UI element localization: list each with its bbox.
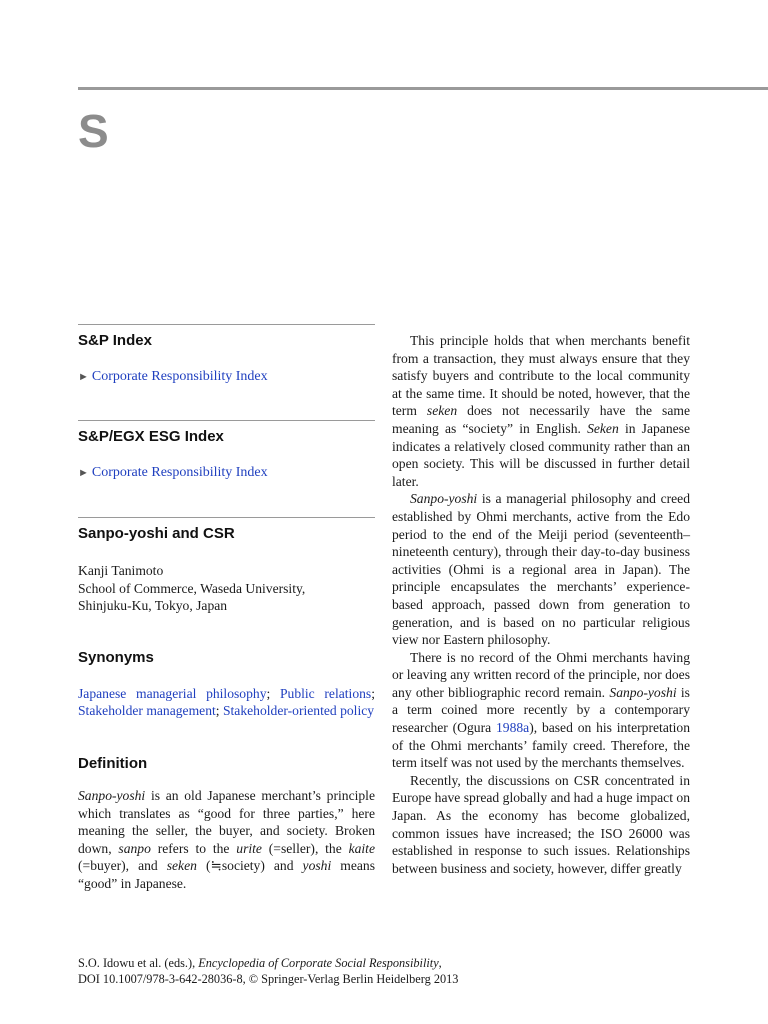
synonym-link[interactable]: Japanese managerial philosophy bbox=[78, 685, 267, 701]
author-block bbox=[78, 562, 375, 615]
synonym-link[interactable]: Stakeholder-oriented policy bbox=[222, 703, 375, 719]
body-paragraph: Recently, the discussions on CSR concentrated in Europe have spread globally and had a huge impact on Japan. As the economy has become globalized, common issues have increased; the ISO 26000 was established in response to such issues. Relationships between business and society, however, differ greatly bbox=[392, 772, 690, 876]
body-paragraph: Sanpo-yoshi is a managerial philosophy and creed established by Ohmi merchants, active from the Edo period to the end of the Meiji period (seventeenth–nineteenth century), through their day-to-day business activities (Ohmi is a regional area in Japan). The principle encapsulates the merchants’ experience-based approach, passed down from generation to generation, and is based on no particular religious view nor Eastern philosophy. bbox=[392, 491, 690, 648]
body-paragraph: This principle holds that when merchants benefit from a transaction, they must always ensure that they satisfy buyers and contribute to the local community at the same time. It should be noted, however, that the term seken does not necessarily have the same meaning as “society” in English. Seken in Japanese indicates a relatively closed community rather than an open society. This will be discussed in further detail later. bbox=[392, 333, 690, 489]
affiliation-line: School of Commerce, Waseda University, bbox=[78, 580, 306, 596]
top-rule bbox=[78, 87, 768, 90]
page-footer bbox=[78, 955, 678, 987]
cross-reference[interactable] bbox=[78, 368, 375, 386]
entry-title-sp-index: S&P Index bbox=[78, 332, 152, 349]
entry-divider bbox=[78, 420, 375, 421]
body-paragraph: There is no record of the Ohmi merchants having or leaving any written record of the principle, nor does any other bibliographic record remain. Sanpo-yoshi is a term coined more recently by a contemporary researcher (Ogura 1988a), based on his interpretation of the Ohmi merchants’ family creed. Therefore, the term itself was not used by the merchants themselves. bbox=[392, 649, 691, 771]
synonyms-heading: Synonyms bbox=[78, 648, 154, 666]
right-column bbox=[392, 332, 690, 877]
synonyms-list: Japanese managerial philosophy; Public relations; Stakeholder management; Stakeholder-oriented policy bbox=[78, 685, 375, 719]
section-letter: S bbox=[78, 105, 109, 157]
see-arrow-icon: ► bbox=[78, 467, 89, 479]
article-title: Sanpo-yoshi and CSR bbox=[78, 525, 235, 542]
left-column bbox=[78, 324, 375, 893]
definition-heading: Definition bbox=[78, 754, 148, 772]
footer-citation: S.O. Idowu et al. (eds.), Encyclopedia of Corporate Social Responsibility, bbox=[78, 956, 442, 970]
footer-doi: DOI 10.1007/978-3-642-28036-8, © Springer-Verlag Berlin Heidelberg 2013 bbox=[78, 972, 459, 986]
author-name: Kanji Tanimoto bbox=[78, 563, 164, 578]
affiliation-line: Shinjuku-Ku, Tokyo, Japan bbox=[78, 598, 228, 614]
xref-link[interactable]: Corporate Responsibility Index bbox=[91, 369, 268, 384]
entry-divider bbox=[78, 517, 375, 518]
citation-link[interactable]: 1988a bbox=[495, 720, 530, 736]
entry-title-egx-index: S&P/EGX ESG Index bbox=[78, 428, 224, 445]
definition-paragraph: Sanpo-yoshi is an old Japanese merchant’s principle which translates as “good for three parties,” here meaning the seller, the buyer, and society. Broken down, sanpo refers to the urite (=seller), the kaite (=buyer), and seken (≒society) and yoshi means “good” in Japanese. bbox=[78, 787, 375, 891]
xref-link[interactable]: Corporate Responsibility Index bbox=[91, 465, 268, 480]
entry-divider bbox=[78, 324, 375, 325]
cross-reference[interactable] bbox=[78, 464, 375, 482]
see-arrow-icon: ► bbox=[78, 371, 89, 383]
synonym-link[interactable]: Stakeholder management bbox=[78, 703, 216, 719]
synonym-link[interactable]: Public relations bbox=[279, 685, 372, 701]
